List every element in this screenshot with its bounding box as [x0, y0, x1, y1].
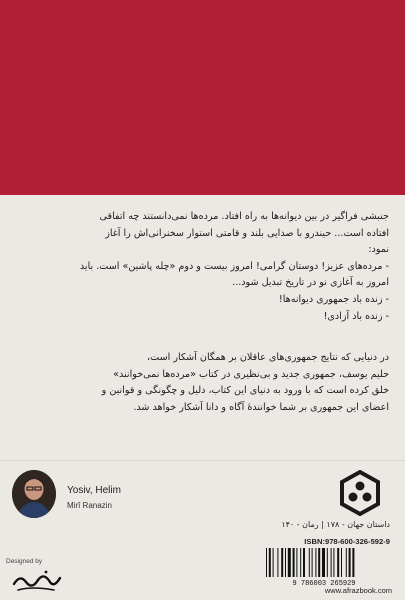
blurb-line: جنبشی فراگیر در بین دیوانه‌ها به راه افتاد. مرده‌ها نمی‌دانستند چه اتفاقی — [99, 211, 389, 222]
blurb-line: - زنده باد جمهوری دیوانه‌ها! — [278, 293, 389, 305]
barcode-bar — [331, 548, 332, 577]
barcode-bar — [341, 548, 342, 577]
barcode-bar — [309, 548, 310, 577]
barcode-bar — [273, 548, 274, 577]
barcode-bar — [337, 548, 339, 577]
barcode-bar — [303, 548, 305, 577]
blurb-line: خلق کرده است که با ورود به دنیای این کتاب، دلیل و چگونگی و قوانین و — [101, 385, 389, 397]
translator-name: Mirî Ranazin — [67, 501, 112, 510]
barcode-bar — [333, 548, 334, 577]
blurb-line: در دنیایی که نتایج جمهوری‌های عاقلان بر همگان آشکار است، — [147, 352, 389, 363]
barcode-bar — [322, 548, 325, 577]
blurb-line: افتاده است... حیندرو با صدایی بلند و قامتی استوار سخنرانی‌اش را آغاز — [105, 227, 389, 239]
blurb-line: اعضای این جمهوری بر شما خوانندهٔ آگاه و دانا آشکار خواهد شد. — [133, 401, 389, 413]
barcode-bar — [300, 548, 301, 577]
blurb-paragraph-1 — [16, 209, 389, 325]
barcode-bar — [318, 548, 320, 577]
cover-red-panel — [0, 0, 405, 195]
author-photo — [12, 470, 56, 518]
designer-signature — [10, 566, 70, 596]
barcode-bar — [281, 548, 283, 577]
divider — [0, 460, 405, 461]
barcode-bar — [285, 548, 286, 577]
barcode-bar — [266, 548, 267, 577]
blurb-paragraph-2 — [16, 350, 389, 416]
blurb-line: نمود: — [368, 244, 389, 256]
barcode-bar — [327, 548, 328, 577]
blurb-line: - مرده‌های عزیز! دوستان گرامی! امروز بیست و دوم «چله پاشین» است. باید — [79, 260, 389, 272]
publisher-logo-icon — [338, 470, 382, 516]
barcode-bar — [349, 548, 351, 577]
series-info: داستان جهان - ۱۷۸ | رمان - ۱۴۰ — [281, 520, 390, 529]
blurb-line: - زنده باد آزادی! — [323, 310, 389, 322]
barcode-bar — [352, 548, 354, 577]
barcode-bar — [269, 548, 271, 577]
barcode-bar — [312, 548, 313, 577]
barcode-bar — [315, 548, 316, 577]
publisher-website: www.afrazbook.com — [324, 586, 392, 595]
barcode-digits: 9 786003 265929 — [292, 580, 356, 586]
barcode-bar — [293, 548, 295, 577]
barcode-bar — [346, 548, 347, 577]
barcode-bar — [288, 548, 291, 577]
barcode-bar — [277, 548, 278, 577]
designed-by-label: Designed by — [6, 558, 43, 565]
blurb-line: حلیم یوسف، جمهوری جدید و بی‌نظیری در کتاب «مرده‌ها نمی‌خوانند» — [113, 368, 389, 380]
author-name: Yosiv, Helim — [67, 485, 121, 496]
barcode — [258, 548, 390, 586]
blurb-line: امروز به آغازی نو در تاریخ تبدیل شود... — [232, 277, 389, 289]
barcode-bar — [296, 548, 297, 577]
isbn: ISBN:978-600-326-592-9 — [304, 537, 390, 546]
